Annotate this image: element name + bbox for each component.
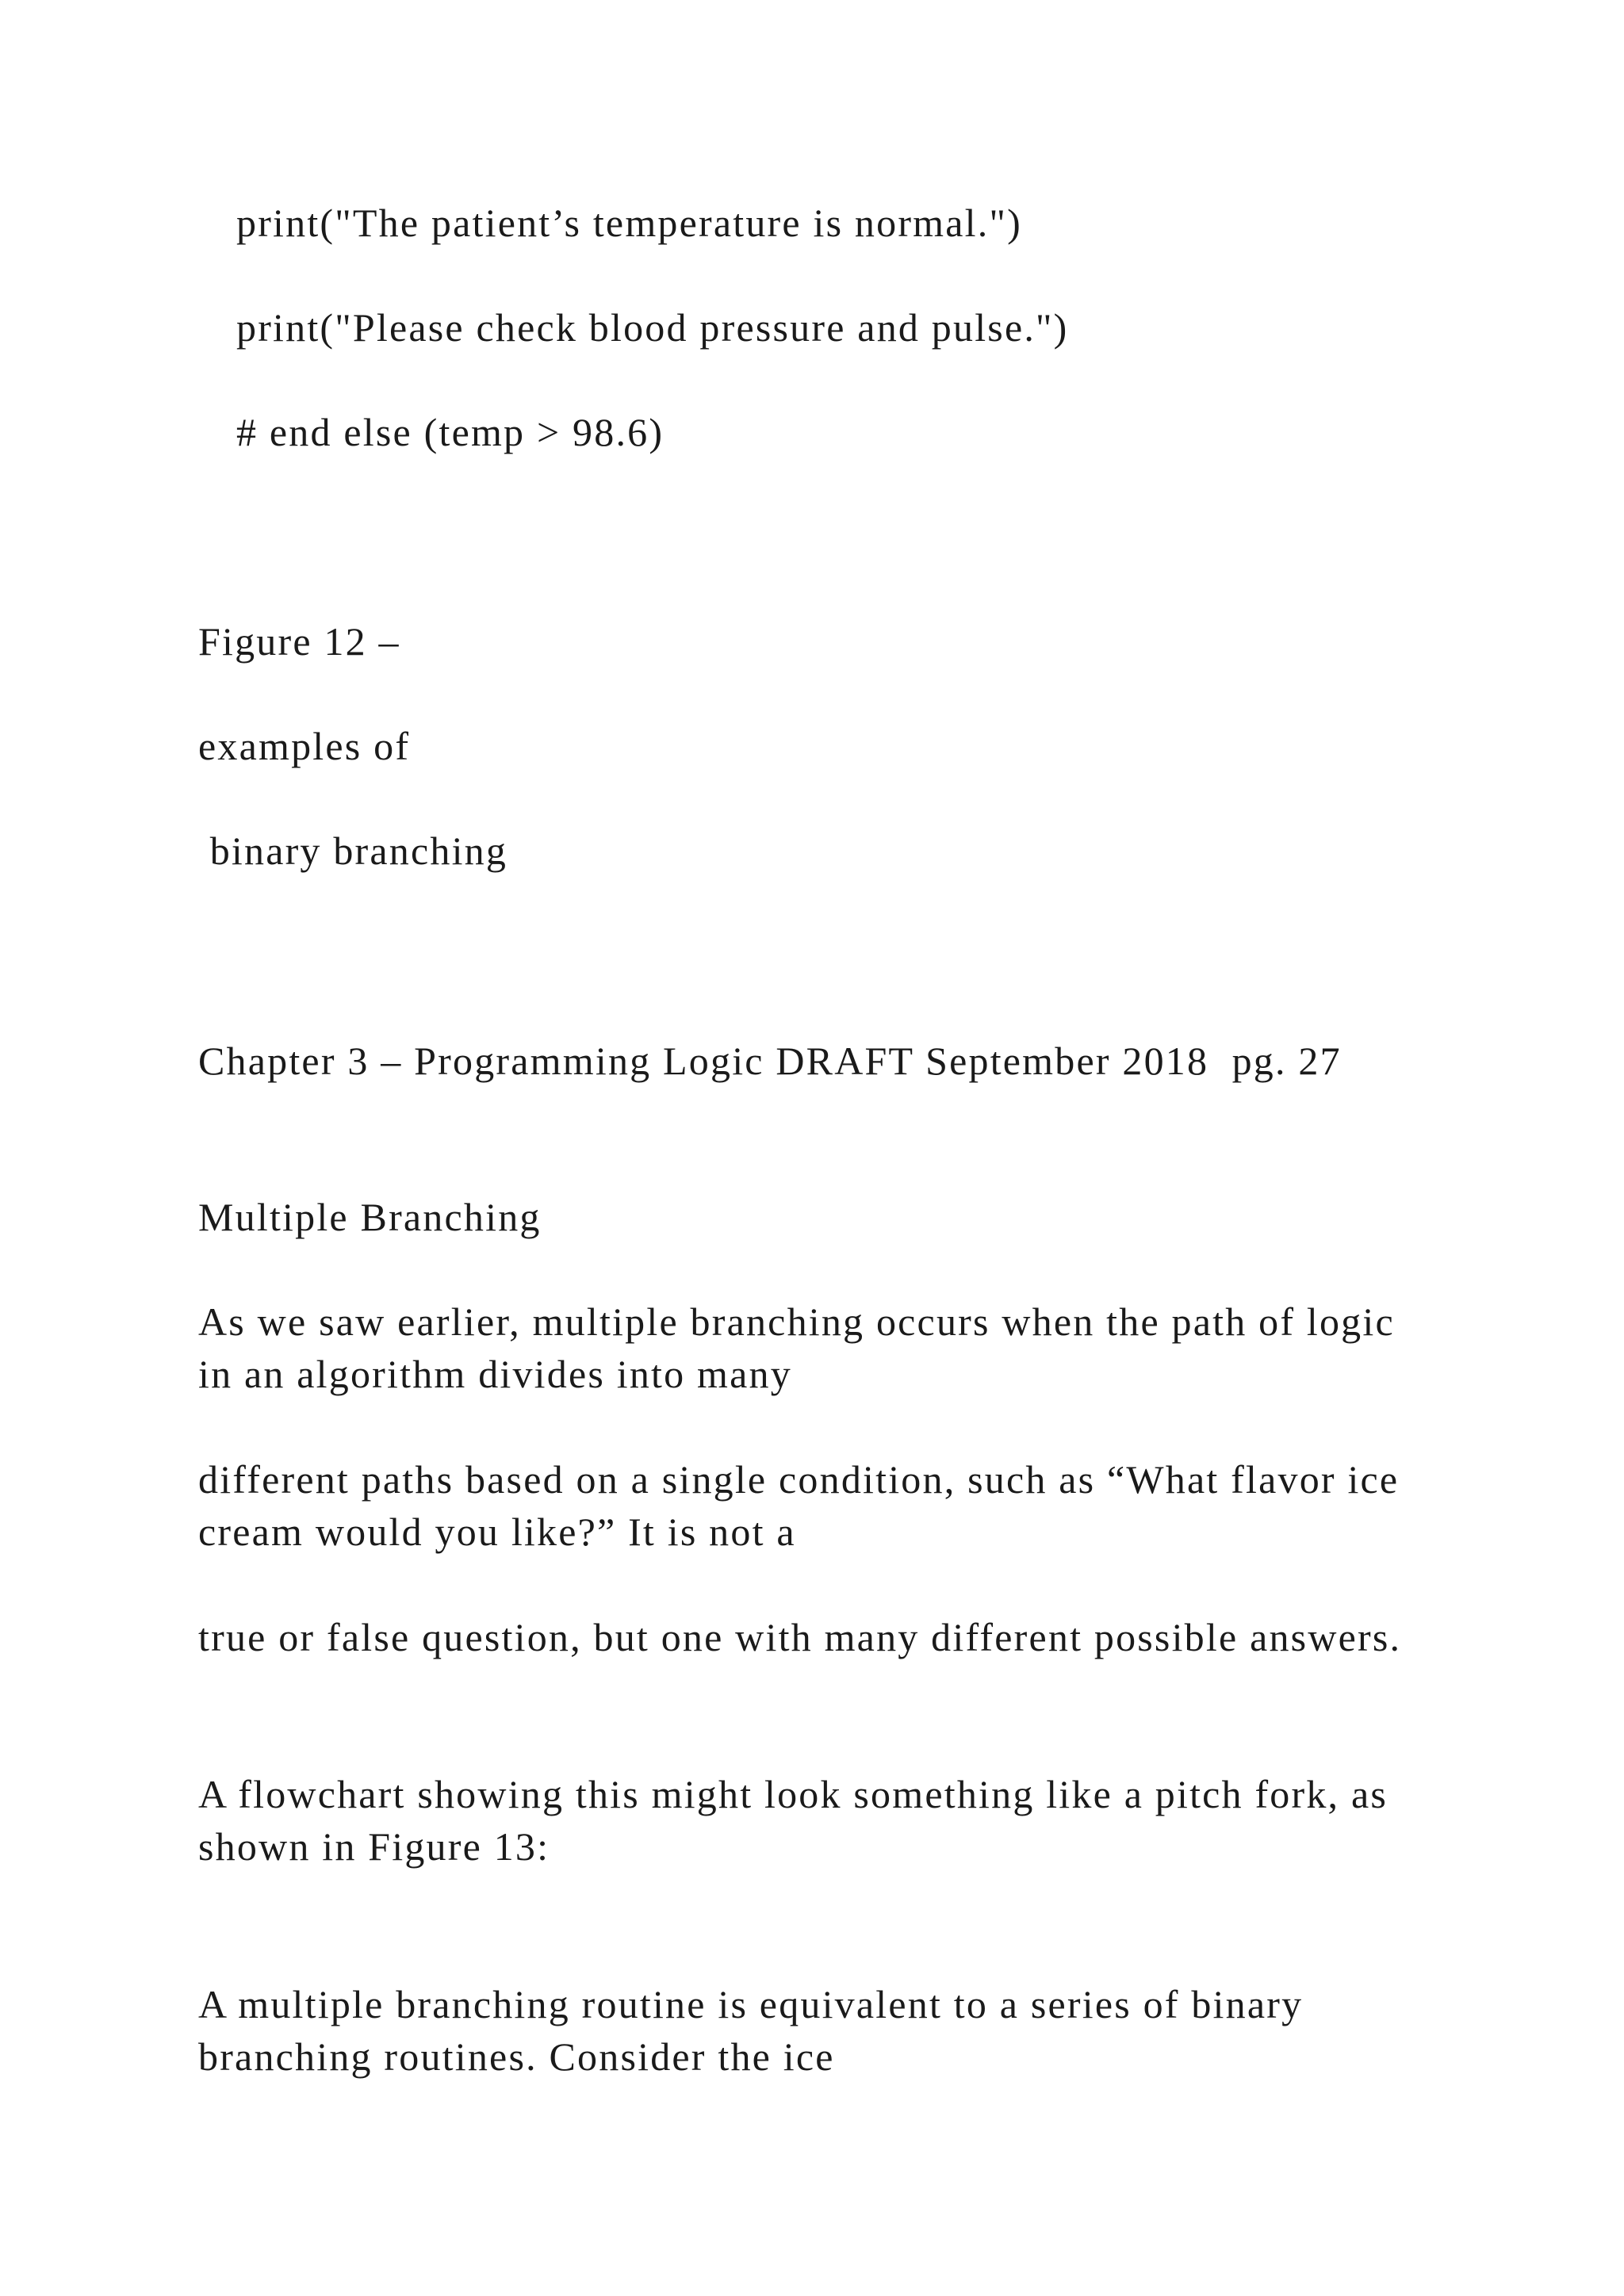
paragraph-2: different paths based on a single condition, such as “What flavor ice cream would you like?” It is not a bbox=[198, 1457, 1411, 1554]
paragraph-4: A flowchart showing this might look something like a pitch fork, as shown in Figure 13: bbox=[198, 1772, 1400, 1869]
page-footer: Chapter 3 – Programming Logic DRAFT September 2018 pg. 27 bbox=[198, 1039, 1342, 1083]
paragraph-5: A multiple branching routine is equivalent to a series of binary branching routines. Consider the ice bbox=[198, 1982, 1315, 2079]
paragraph-3: true or false question, but one with many different possible answers. bbox=[198, 1615, 1402, 1659]
paragraph-1: As we saw earlier, multiple branching occurs when the path of logic in an algorithm divides into many bbox=[198, 1299, 1407, 1396]
code-line-print-check: print("Please check blood pressure and pulse.") bbox=[236, 305, 1069, 350]
figure-caption-line-2: examples of bbox=[198, 724, 411, 768]
section-heading: Multiple Branching bbox=[198, 1195, 542, 1239]
code-line-end-else-comment: # end else (temp > 98.6) bbox=[236, 410, 665, 454]
figure-caption-line-1: Figure 12 – bbox=[198, 619, 400, 664]
figure-caption-line-3: binary branching bbox=[198, 828, 508, 873]
code-line-print-temperature: print("The patient’s temperature is normal.") bbox=[236, 201, 1022, 245]
